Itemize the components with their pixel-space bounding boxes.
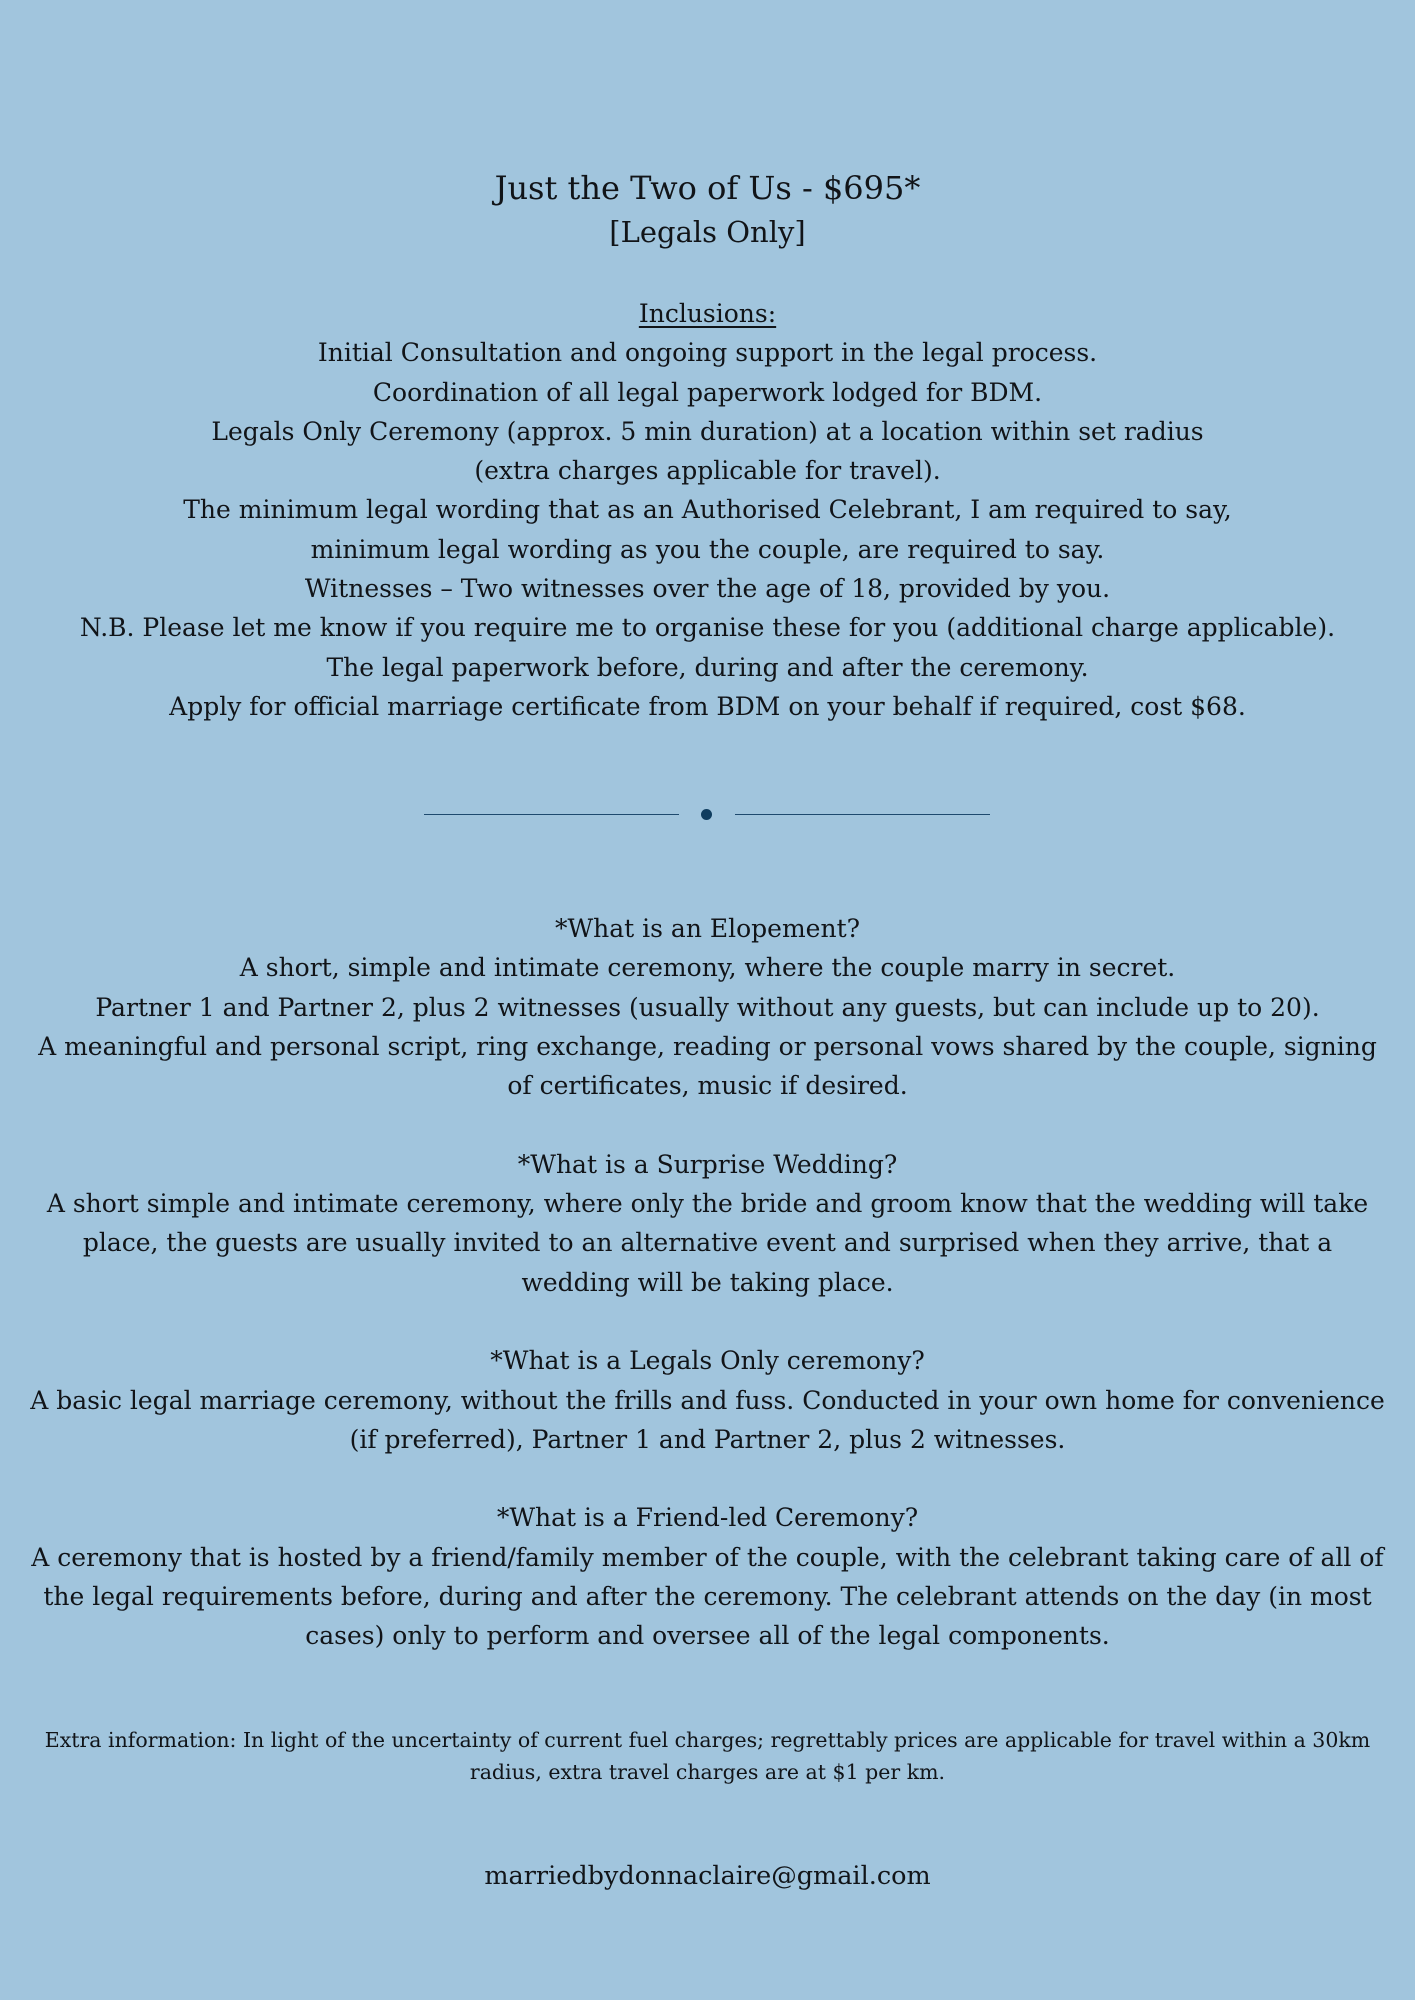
inclusions-heading: Inclusions: xyxy=(638,299,777,328)
divider-line-right xyxy=(735,814,990,815)
divider-dot-icon xyxy=(701,809,712,820)
faq-question: *What is an Elopement? xyxy=(554,914,861,943)
faq-answer: A basic legal marriage ceremony, without the frills and fuss. Conducted in your own home for convenience (if preferred), Partner 1 and Partner 2, plus 2 witnesses. xyxy=(30,1385,1385,1454)
divider-line-left xyxy=(424,814,679,815)
faq-answer: A short simple and intimate ceremony, where only the bride and groom know that the wedding will take place, the guests are usually invited to an alternative event and surprised when they arrive, that a wedding will be taking place. xyxy=(46,1189,1369,1297)
inclusion-item: The legal paperwork before, during and after the ceremony. xyxy=(326,652,1089,682)
faq-answer: A short, simple and intimate ceremony, where the couple marry in secret. xyxy=(239,953,1176,983)
inclusion-item: The minimum legal wording that as an Authorised Celebrant, I am required to say, xyxy=(183,495,1232,525)
faq-legals-only xyxy=(30,1341,1385,1459)
faq-answer: Partner 1 and Partner 2, plus 2 witnesses (usually without any guests, but can include up to 20). xyxy=(95,992,1320,1022)
faq-answer: A meaningful and personal script, ring exchange, reading or personal vows shared by the couple, signing of certificates, music if desired. xyxy=(38,1031,1377,1101)
faq-question: *What is a Legals Only ceremony? xyxy=(490,1346,925,1376)
inclusion-item: minimum legal wording as you the couple, are required to say. xyxy=(310,534,1105,564)
section-divider xyxy=(0,805,1415,825)
faq-question: *What is a Friend-led Ceremony? xyxy=(496,1503,919,1533)
package-subtitle: [Legals Only] xyxy=(609,215,806,249)
contact-email: marriedbydonnaclaire@gmail.com xyxy=(484,1861,931,1891)
faq-friend-led xyxy=(30,1498,1385,1655)
faq-surprise-wedding xyxy=(30,1145,1385,1302)
inclusion-item: Legals Only Ceremony (approx. 5 min duration) at a location within set radius xyxy=(211,416,1204,446)
faq-question: *What is a Surprise Wedding? xyxy=(517,1149,898,1179)
package-title: Just the Two of Us - $695* xyxy=(494,169,921,207)
inclusion-item: Witnesses – Two witnesses over the age of 18, provided by you. xyxy=(304,574,1111,604)
faq-section xyxy=(30,909,1385,1695)
inclusion-item: Initial Consultation and ongoing support in the legal process. xyxy=(317,338,1098,368)
inclusion-item: Apply for official marriage certificate from BDM on your behalf if required, cost $68. xyxy=(169,691,1246,721)
extra-information: Extra information: In light of the uncertainty of current fuel charges; regrettably prices are applicable for travel within a 30km radius, extra travel charges are at $1 per km. xyxy=(44,1728,1371,1784)
inclusions-section xyxy=(0,294,1415,726)
inclusion-item: N.B. Please let me know if you require me to organise these for you (additional charge applicable). xyxy=(79,613,1336,643)
faq-answer: A ceremony that is hosted by a friend/family member of the couple, with the celebrant taking care of all of the legal requirements before, during and after the ceremony. The celebrant attends on the day (in most cases) only to perform and oversee all of the legal components. xyxy=(31,1542,1384,1651)
inclusion-item: Coordination of all legal paperwork lodged for BDM. xyxy=(372,377,1043,407)
inclusion-item: (extra charges applicable for travel). xyxy=(474,456,941,486)
faq-elopement xyxy=(30,909,1385,1105)
